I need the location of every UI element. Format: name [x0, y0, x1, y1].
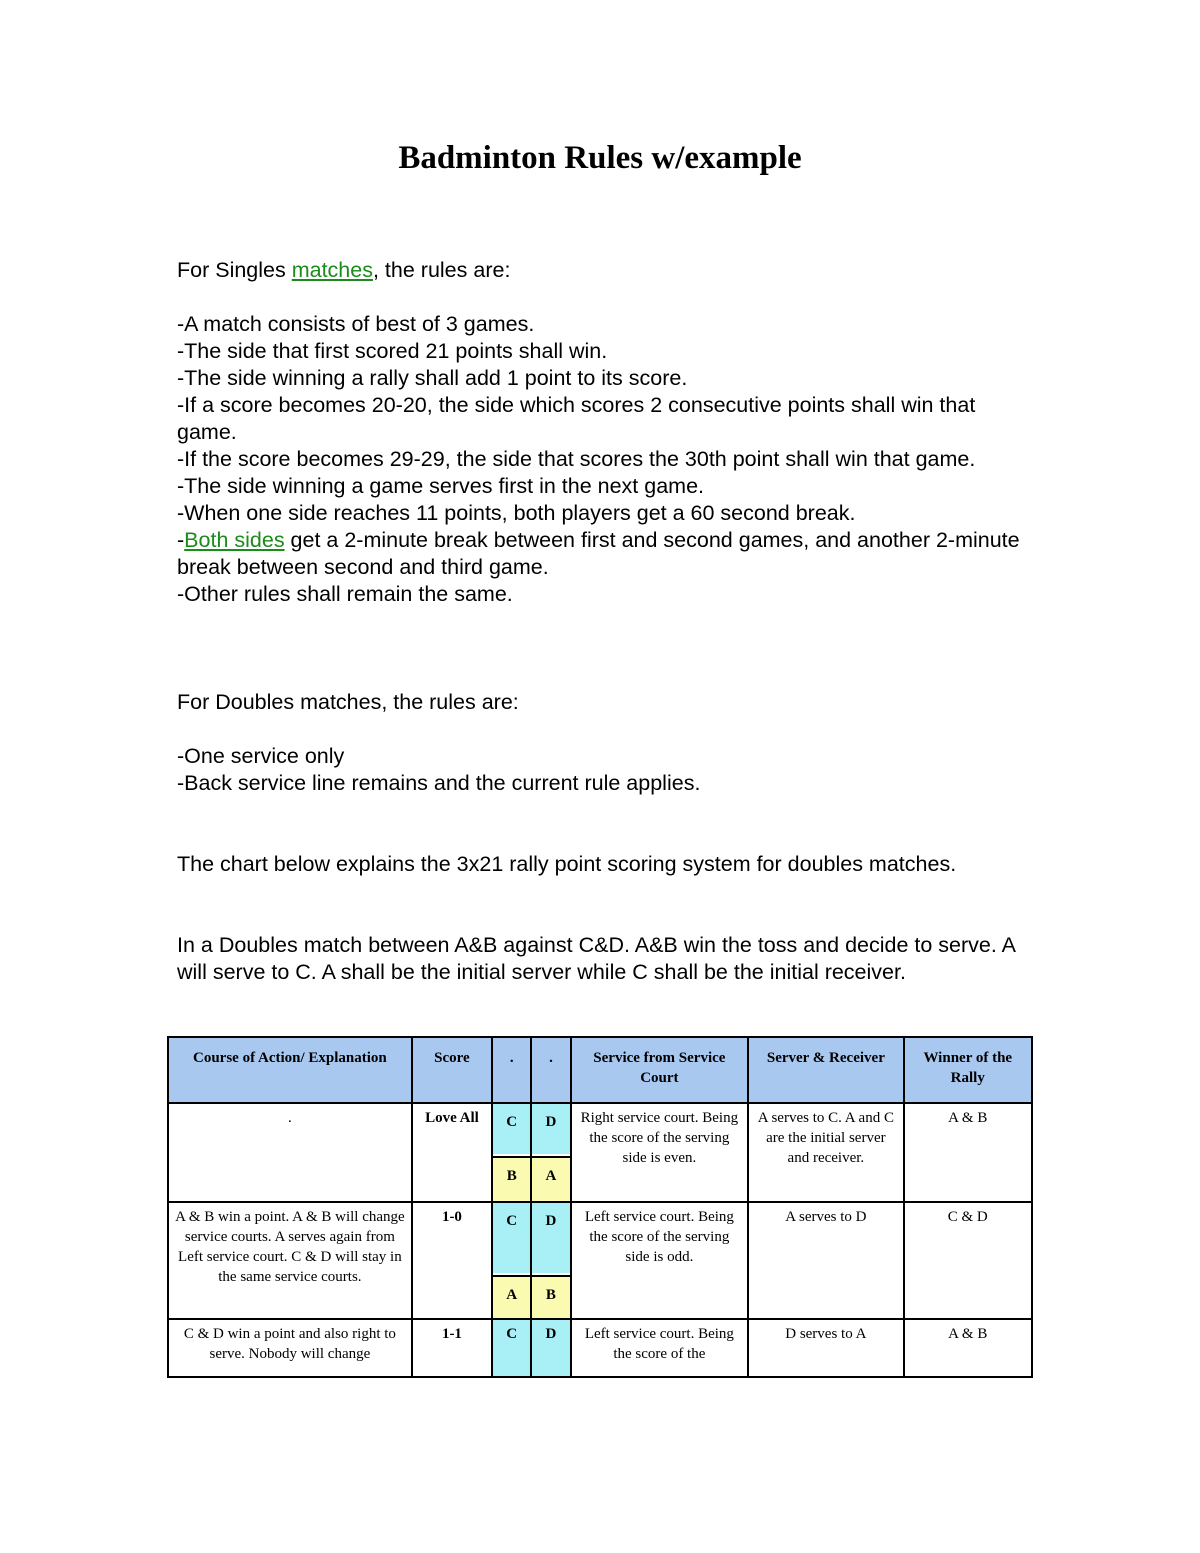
- table-row: [168, 1319, 1032, 1377]
- header-action: Course of Action/ Explanation: [168, 1037, 412, 1103]
- row-winner: C & D: [904, 1202, 1032, 1319]
- court-right-column: [531, 1103, 570, 1202]
- court-cell-bottom-left: B: [493, 1156, 530, 1201]
- court-cell-bottom-right: A: [532, 1156, 569, 1201]
- singles-intro: [177, 257, 1037, 284]
- court-cell-bottom-right: B: [532, 1275, 569, 1318]
- court-cell-top-left: C: [493, 1104, 530, 1154]
- header-score: Score: [412, 1037, 492, 1103]
- scoring-table: [167, 1036, 1033, 1378]
- table-header-row: [168, 1037, 1032, 1103]
- row-service-court: Left service court. Being the score of the serving side is odd.: [571, 1202, 749, 1319]
- court-cell-top-right: D: [532, 1104, 569, 1154]
- singles-break-rule: [177, 527, 1037, 581]
- singles-rule: -If the score becomes 29-29, the side that scores the 30th point shall win that game.: [177, 447, 976, 471]
- row-score: Love All: [412, 1103, 492, 1202]
- row-server-receiver: A serves to C. A and C are the initial server and receiver.: [748, 1103, 903, 1202]
- row-action: C & D win a point and also right to serve. Nobody will change: [168, 1319, 412, 1377]
- header-service-court: Service from Service Court: [571, 1037, 749, 1103]
- row-action: .: [168, 1103, 412, 1202]
- court-right-column: [531, 1202, 570, 1319]
- document-title: Badminton Rules w/example: [398, 140, 802, 176]
- break-rule-dash: -: [177, 528, 185, 552]
- both-sides-link[interactable]: Both sides: [184, 528, 285, 552]
- matches-link[interactable]: matches: [291, 258, 373, 282]
- example-intro: In a Doubles match between A&B against C&D. A&B win the toss and decide to serve. A will serve to C. A shall be the initial server while C shall be the initial receiver.: [177, 933, 1015, 984]
- header-winner: Winner of the Rally: [904, 1037, 1032, 1103]
- row-service-court: Right service court. Being the score of the serving side is even.: [571, 1103, 749, 1202]
- row-service-court: Left service court. Being the score of the: [571, 1319, 749, 1377]
- row-winner: A & B: [904, 1103, 1032, 1202]
- singles-intro-tail: , the rules are:: [372, 258, 511, 282]
- doubles-section: [177, 689, 1037, 797]
- singles-rule: -The side winning a game serves first in the next game.: [177, 474, 705, 498]
- header-court-right: .: [531, 1037, 570, 1103]
- header-court-left: .: [492, 1037, 531, 1103]
- court-cell-top-left: C: [493, 1203, 530, 1273]
- doubles-intro: For Doubles matches, the rules are:: [177, 690, 519, 714]
- row-winner: A & B: [904, 1319, 1032, 1377]
- table-row: [168, 1202, 1032, 1319]
- doubles-rule: -One service only: [177, 744, 345, 768]
- singles-rule: -The side that first scored 21 points shall win.: [177, 339, 608, 363]
- court-cell-top-right: D: [532, 1203, 569, 1273]
- row-action: A & B win a point. A & B will change service courts. A serves again from Left service court. C & D will stay in the same service courts.: [168, 1202, 412, 1319]
- break-rule-text: get a 2-minute break between first and second games, and another 2-minute break between second and third game.: [177, 528, 1020, 579]
- row-server-receiver: A serves to D: [748, 1202, 903, 1319]
- singles-rule: -When one side reaches 11 points, both players get a 60 second break.: [177, 501, 856, 525]
- court-cell-top-left: C: [492, 1319, 531, 1377]
- singles-intro-text: For Singles: [177, 258, 292, 282]
- court-cell-top-right: D: [531, 1319, 570, 1377]
- header-server-receiver: Server & Receiver: [748, 1037, 903, 1103]
- row-score: 1-0: [412, 1202, 492, 1319]
- singles-rule: -If a score becomes 20-20, the side which scores 2 consecutive points shall win that game.: [177, 393, 976, 444]
- singles-rule: -A match consists of best of 3 games.: [177, 312, 535, 336]
- court-cell-bottom-left: A: [493, 1275, 530, 1318]
- singles-rule: -The side winning a rally shall add 1 point to its score.: [177, 366, 688, 390]
- table-row: [168, 1103, 1032, 1202]
- court-left-column: [492, 1202, 531, 1319]
- doubles-rule: -Back service line remains and the current rule applies.: [177, 771, 701, 795]
- row-score: 1-1: [412, 1319, 492, 1377]
- court-left-column: [492, 1103, 531, 1202]
- singles-section: [177, 257, 1037, 608]
- chart-intro: The chart below explains the 3x21 rally point scoring system for doubles matches.: [177, 852, 957, 876]
- row-server-receiver: D serves to A: [748, 1319, 903, 1377]
- singles-rule: -Other rules shall remain the same.: [177, 582, 513, 606]
